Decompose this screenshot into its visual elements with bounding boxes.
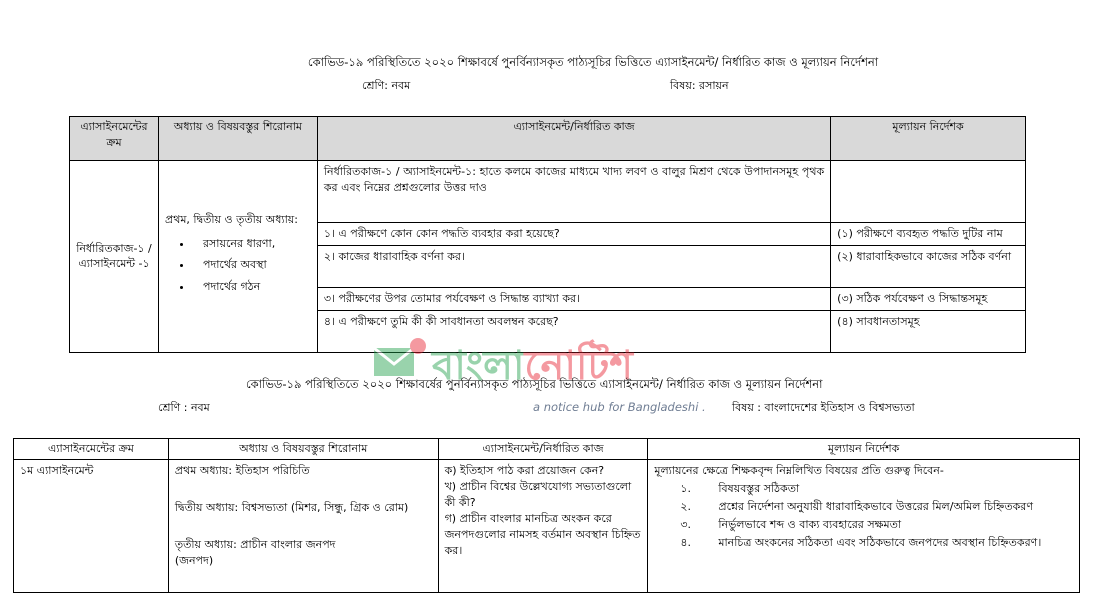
criteria-number: ১. <box>680 481 692 495</box>
criteria-item: (৩) সঠিক পর্যবেক্ষণ ও সিদ্ধান্তসমূহ <box>831 287 1026 310</box>
task-item: গ) প্রাচীন বাংলার মানচিত্র অংকন করে জনপদগুলোর নামসহ বর্তমান অবস্থান চিহ্নিত কর। <box>444 511 641 557</box>
criteria-item <box>654 499 1073 515</box>
task-intro: নির্ধারিতকাজ-১ / অ্যাসাইনমেন্ট-১: হাতে কলমে কাজের মাধ্যমে খাদ্য লবণ ও বালুর মিশ্রণ থেকে উপাদানসমূহ পৃথক কর এবং নিম্নের প্রশ্নগুলোর উত্তর দাও <box>317 161 830 223</box>
criteria-text: নির্ভুলভাবে শব্দ ও বাক্য ব্যবহারের সক্ষমতা <box>718 517 902 531</box>
task-item: খ) প্রাচীন বিশ্বের উল্লেখযোগ্য সভ্যতাগুলো কী কী? <box>444 479 632 509</box>
criteria-item <box>654 517 1073 533</box>
list-item: • রসায়নের ধারণা, <box>193 236 311 252</box>
criteria-text: বিষয়বস্তুর সঠিকতা <box>718 481 800 495</box>
criteria-text: প্রশ্নের নির্দেশনা অনুযায়ী ধারাবাহিকভাবে উত্তরের মিল/অমিল চিহ্নিতকরণ <box>718 499 1033 513</box>
criteria-number: ৪. <box>680 535 692 549</box>
list-item: • পদার্থের অবস্থা <box>193 257 311 273</box>
watermark-brand-b: নোটিশ <box>524 343 633 389</box>
section2-subject-label: বিষয় : বাংলাদেশের ইতিহাস ও বিশ্বসভ্যতা <box>732 401 915 414</box>
table-row <box>70 161 1026 223</box>
chapter-item: দ্বিতীয় অধ্যায়: বিশ্বসভ্যতা (মিশর, সিন্ধু, গ্রিক ও রোম) <box>174 500 409 514</box>
criteria-intro: মূল্যায়নের ক্ষেত্রে শিক্ষকবৃন্দ নিম্নলিখিত বিষয়ের প্রতি গুরুত্ব দিবেন- <box>654 463 944 477</box>
section1-class-label: শ্রেণি: নবম <box>362 79 411 92</box>
criteria-number: ৩. <box>680 517 692 531</box>
criteria-item: (১) পরীক্ষণে ব্যবহৃত পদ্ধতি দুটির নাম <box>831 223 1026 246</box>
criteria-empty <box>831 161 1026 223</box>
task-item: ক) ইতিহাস পাঠ করা প্রয়োজন কেন? <box>444 463 605 477</box>
chapter-cell <box>168 459 438 592</box>
chapter-list <box>165 236 311 296</box>
table-row <box>14 459 1080 592</box>
task-cell <box>438 459 648 592</box>
criteria-item <box>654 535 1073 551</box>
task-item: ৪। এ পরীক্ষণে তুমি কী কী সাবধানতা অবলম্বন করেছ? <box>317 310 830 352</box>
criteria-cell <box>648 459 1080 592</box>
chapter-item: প্রথম অধ্যায়: ইতিহাস পরিচিতি <box>174 463 310 477</box>
criteria-item <box>654 481 1073 497</box>
section1-title: কোভিড-১৯ পরিস্থিতিতে ২০২০ শিক্ষাবর্ষে পুনর্বিন্যাসকৃত পাঠ্যসূচির ভিত্তিতে এ্যাসাইনমেন্ট/ নির্ধারিত কাজ ও মূল্যায়ন নির্দেশনা <box>307 55 879 69</box>
header-chapter: অধ্যায় ও বিষয়বস্তুর শিরোনাম <box>168 439 438 460</box>
chapter-item: তৃতীয় অধ্যায়: প্রাচীন বাংলার জনপদ <box>174 537 336 551</box>
task-item: ২। কাজের ধারাবাহিক বর্ণনা কর। <box>317 245 830 287</box>
chapter-cell <box>158 161 317 353</box>
section2-class-label: শ্রেণি : নবম <box>158 401 210 414</box>
header-task: এ্যাসাইনমেন্ট/নির্ধারিত কাজ <box>317 117 830 161</box>
header-serial: এ্যাসাইনমেন্টের ক্রম <box>14 439 169 460</box>
header-criteria: মূল্যায়ন নির্দেশক <box>648 439 1080 460</box>
chapter-title: প্রথম, দ্বিতীয় ও তৃতীয় অধ্যায়: <box>164 212 298 226</box>
criteria-item: (৪) সাবধানতাসমূহ <box>831 310 1026 352</box>
criteria-text: মানচিত্র অংকনের সঠিকতা এবং সঠিকভাবে জনপদের অবস্থান চিহ্নিতকরণ। <box>718 535 1042 549</box>
section2-title: কোভিড-১৯ পরিস্থিতিতে ২০২০ শিক্ষাবর্ষের পুনর্বিন্যাসকৃত পাঠ্যসূচির ভিত্তিতে এ্যাসাইনমেন্ট/ নির্ধারিত কাজ ও মূল্যায়ন নির্দেশনা <box>246 377 823 391</box>
header-criteria: মূল্যায়ন নির্দেশক <box>831 117 1026 161</box>
watermark-brand-a: বাংলা <box>432 343 525 389</box>
section2-assignment-table <box>13 438 1080 593</box>
task-item: ৩। পরীক্ষণের উপর তোমার পর্যবেক্ষণ ও সিদ্ধান্ত ব্যাখ্যা কর। <box>317 287 830 310</box>
assignment-serial: নির্ধারিতকাজ-১ / এ্যাসাইনমেন্ট -১ <box>70 161 159 353</box>
chapter-item: (জনপদ) <box>174 553 214 567</box>
table-header-row <box>14 439 1080 460</box>
header-serial: এ্যাসাইনমেন্টের ক্রম <box>70 117 159 161</box>
header-chapter: অধ্যায় ও বিষয়বস্তুর শিরোনাম <box>158 117 317 161</box>
table-header-row <box>70 117 1026 161</box>
criteria-number: ২. <box>680 499 692 513</box>
assignment-serial: ১ম এ্যাসাইনমেন্ট <box>14 459 169 592</box>
list-item: • পদার্থের গঠন <box>193 279 311 295</box>
section1-assignment-table <box>69 116 1026 353</box>
criteria-item: (২) ধারাবাহিকভাবে কাজের সঠিক বর্ণনা <box>831 245 1026 287</box>
watermark-tagline: a notice hub for Bangladeshi . <box>533 400 706 414</box>
header-task: এ্যাসাইনমেন্ট/নির্ধারিত কাজ <box>438 439 648 460</box>
task-item: ১। এ পরীক্ষণে কোন কোন পদ্ধতি ব্যবহার করা হয়েছে? <box>317 223 830 246</box>
section1-subject-label: বিষয়: রসায়ন <box>670 79 729 92</box>
